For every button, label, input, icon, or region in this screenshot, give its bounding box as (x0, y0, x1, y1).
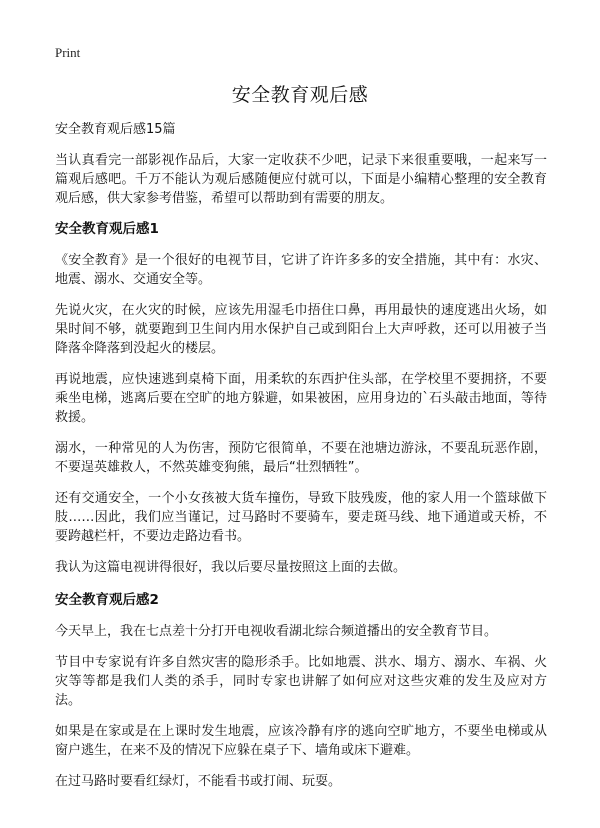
paragraph: 再说地震，应快速逃到桌椅下面，用柔软的东西护住头部，在学校里不要拥挤，不要乘坐电梯，逃离后要在空旷的地方躲避，如果被困，应用身边的`石头敲击地面，等待救援。 (55, 372, 547, 425)
paragraph: 溺水，一种常见的人为伤害，预防它很简单，不要在池塘边游泳，不要乱玩恶作剧，不要逞英雄救人，不然英雄变狗熊，最后“壮烈牺牲”。 (55, 441, 547, 475)
paragraph: 还有交通安全，一个小女孩被大货车撞伤，导致下肢残废，他的家人用一个篮球做下肢……因此，我们应当谨记，过马路时不要骑车，要走斑马线、地下通道或天桥，不要跨越栏杆，不要边走路边看书。 (55, 491, 547, 544)
section-heading-2: 安全教育观后感2 (55, 592, 159, 608)
article-subtitle: 安全教育观后感15篇 (55, 122, 176, 137)
paragraph: 我认为这篇电视讲得很好，我以后要尽量按照这上面的去做。 (55, 560, 407, 575)
print-link[interactable]: Print (55, 45, 81, 60)
section-heading-1: 安全教育观后感1 (55, 221, 159, 237)
paragraph: 如果是在家或是在上课时发生地震，应该冷静有序的逃向空旷地方，不要坐电梯或从窗户逃生，在来不及的情况下应躲在桌子下、墙角或床下避难。 (55, 724, 547, 758)
paragraph: 今天早上，我在七点差十分打开电视收看湖北综合频道播出的安全教育节目。 (55, 624, 498, 639)
paragraph: 《安全教育》是一个很好的电视节目，它讲了许许多多的安全措施，其中有：水灾、地震、溺水、交通安全等。 (55, 253, 547, 287)
paragraph: 先说火灾，在火灾的时候，应该先用湿毛巾捂住口鼻，再用最快的速度逃出火场，如果时间不够，就要跑到卫生间内用水保护自己或到阳台上大声呼救，还可以用被子当降落伞降落到没起火的楼层。 (55, 303, 547, 356)
intro-paragraph: 当认真看完一部影视作品后，大家一定收获不少吧，记录下来很重要哦，一起来写一篇观后感吧。千万不能认为观后感随便应付就可以，下面是小编精心整理的安全教育观后感，供大家参考借鉴，希望可以帮助到有需要的朋友。 (55, 153, 547, 206)
article-body (55, 120, 547, 803)
paragraph: 在过马路时要看红绿灯，不能看书或打闹、玩耍。 (55, 774, 342, 789)
paragraph: 节目中专家说有许多自然灾害的隐形杀手。比如地震、洪水、塌方、溺水、车祸、火灾等等都是我们人类的杀手，同时专家也讲解了如何应对这些灾难的发生及应对方法。 (55, 655, 547, 708)
page-title: 安全教育观后感 (231, 84, 369, 106)
